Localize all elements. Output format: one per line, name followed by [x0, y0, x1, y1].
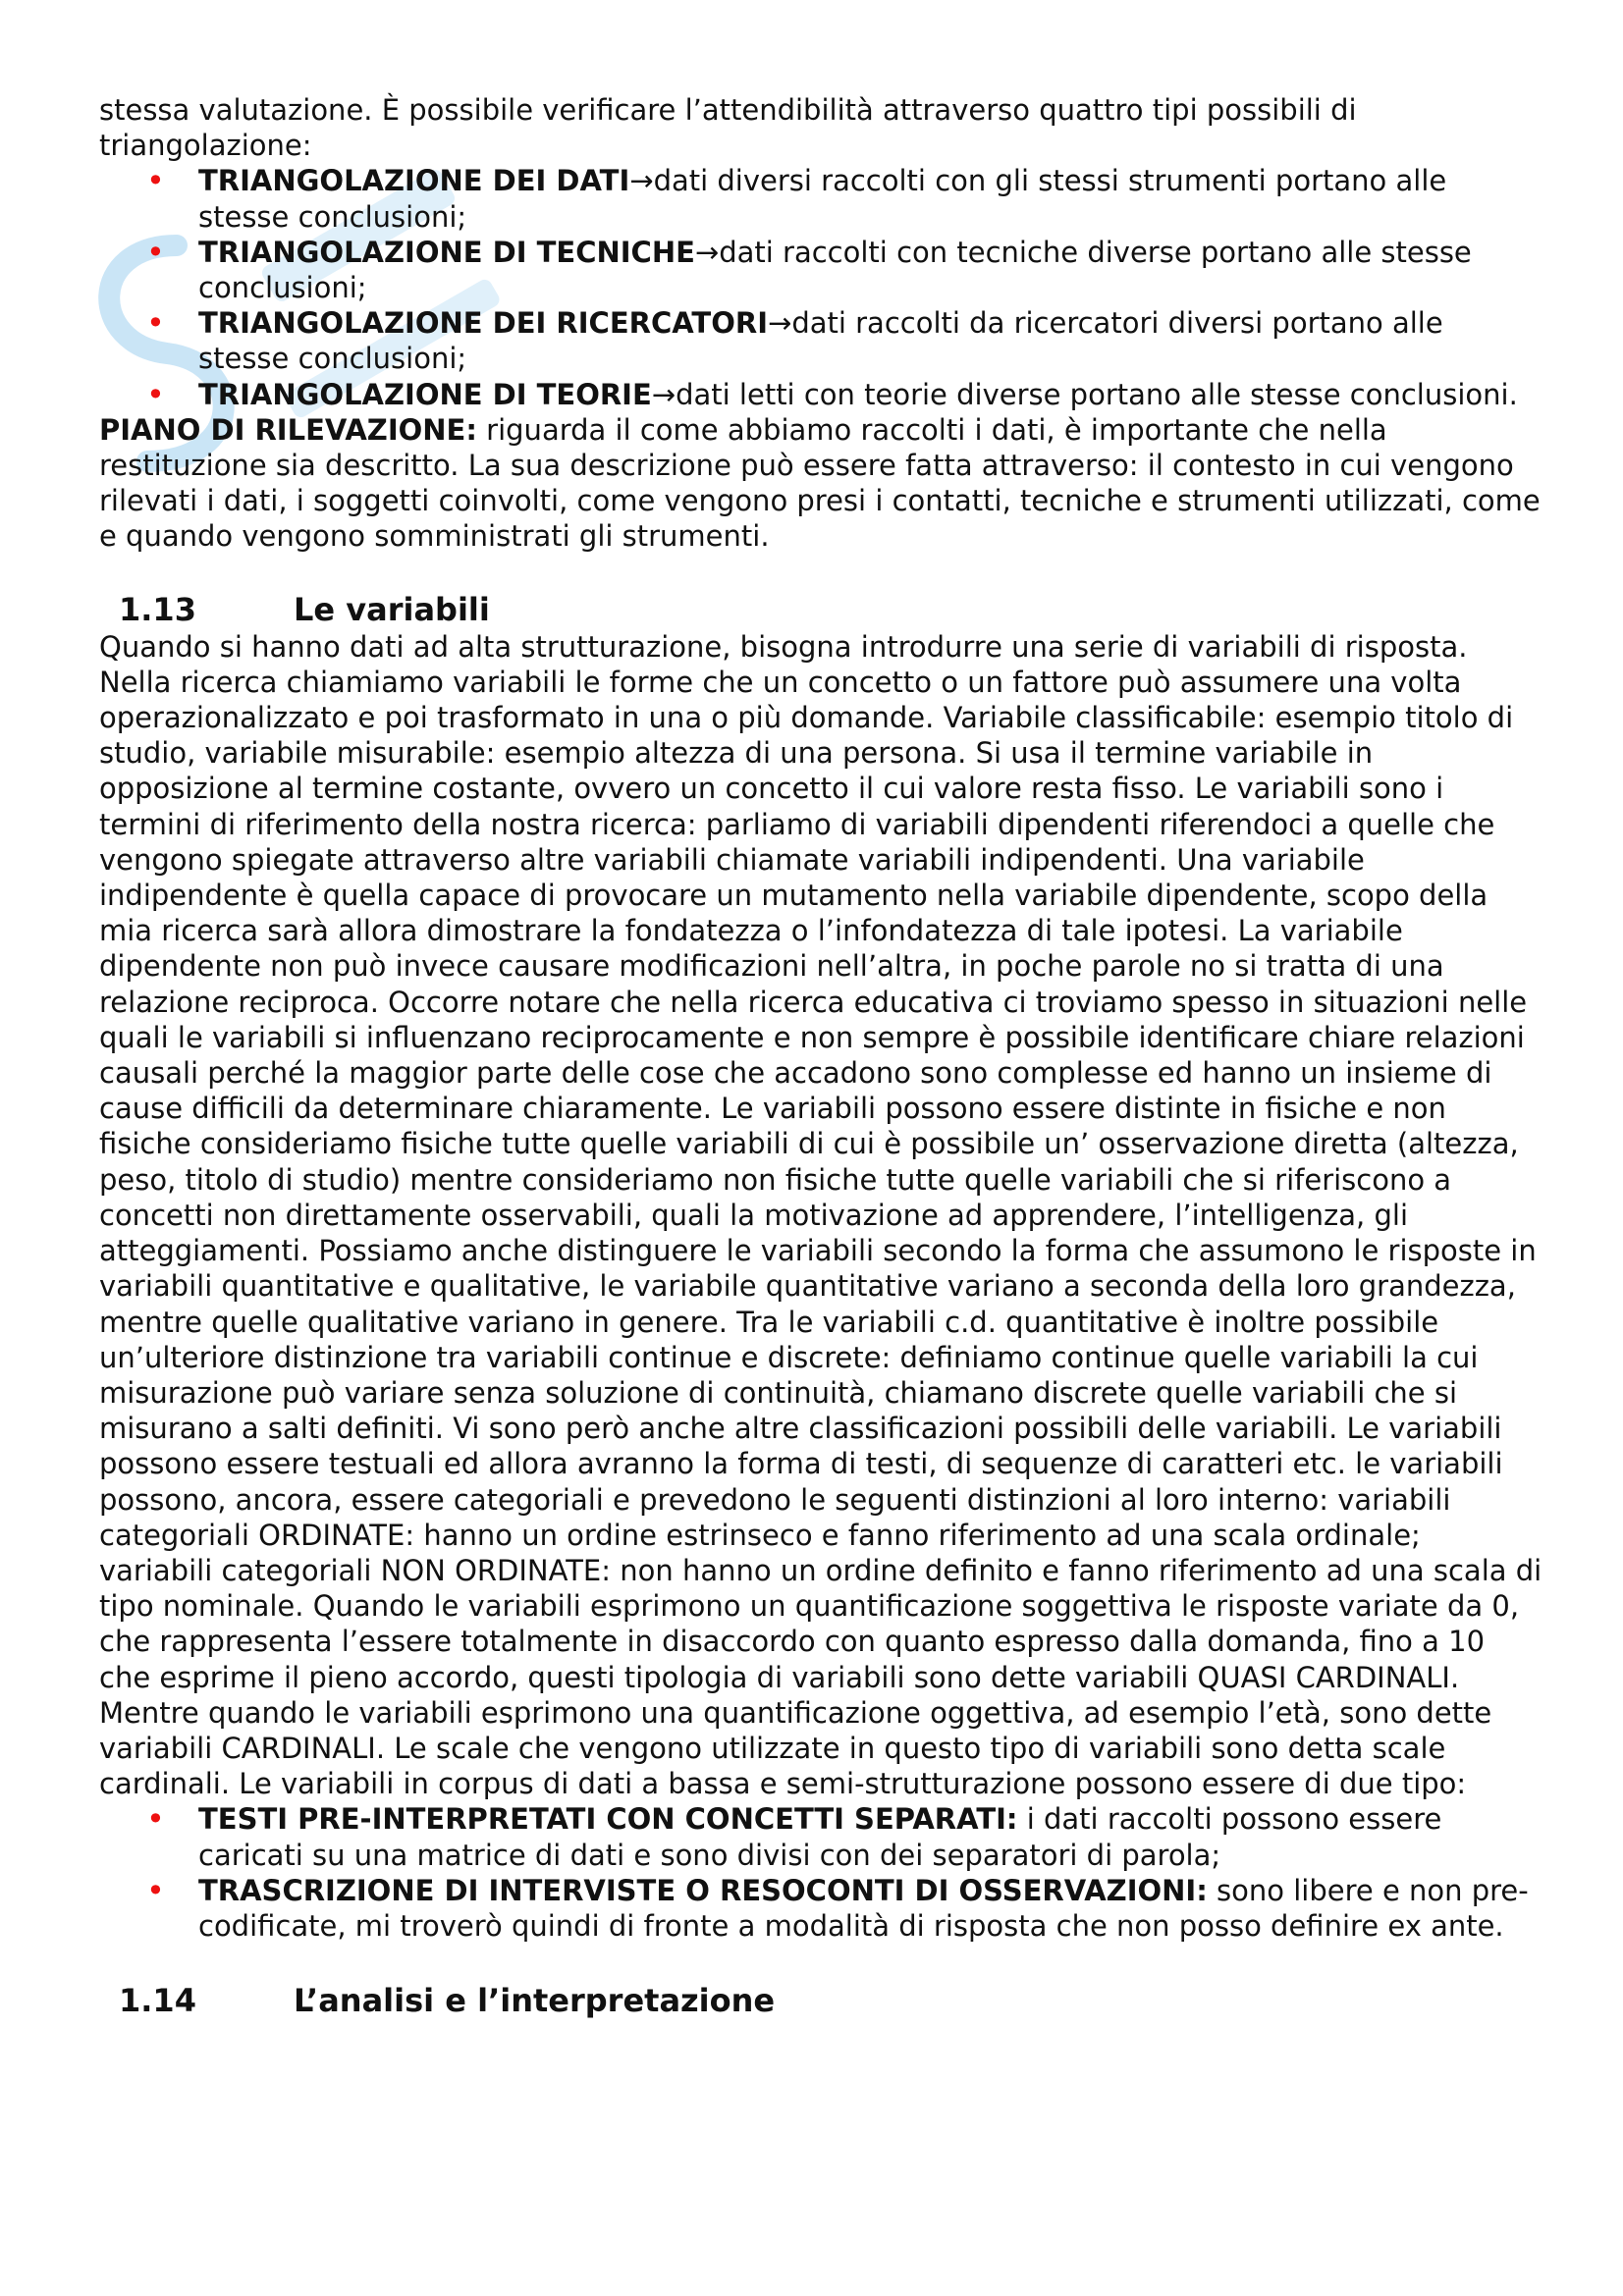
list-item-term: TESTI PRE-INTERPRETATI CON CONCETTI SEPARATI: [198, 1802, 1018, 1837]
bullet-icon: • [146, 375, 165, 413]
bullet-icon: • [146, 1871, 165, 1909]
list-item [146, 375, 1542, 413]
section-title: Le variabili [294, 590, 490, 628]
section-heading-1-14 [99, 1981, 1542, 2020]
arrow-icon: → [651, 377, 676, 411]
list-item-term: TRASCRIZIONE DI INTERVISTE O RESOCONTI DI OSSERVAZIONI: [198, 1873, 1208, 1907]
corpus-list [99, 1801, 1542, 1944]
list-item [146, 304, 1542, 376]
bullet-icon: • [146, 1800, 165, 1839]
triangolazione-list [99, 163, 1542, 411]
list-item-text: dati diversi raccolti con gli stessi strumenti portano alle stesse conclusioni; [198, 164, 1447, 234]
piano-term: PIANO DI RILEVAZIONE: [99, 412, 477, 447]
list-item-term: TRIANGOLAZIONE DEI RICERCATORI [198, 306, 768, 341]
list-item-text: dati raccolti da ricercatori diversi portano alle stesse conclusioni; [198, 306, 1443, 376]
list-item [146, 162, 1542, 234]
piano-paragraph [99, 412, 1542, 555]
bullet-icon: • [146, 233, 165, 271]
variabili-paragraph: Quando si hanno dati ad alta strutturazione, bisogna introdurre una serie di variabili di risposta. Nella ricerca chiamiamo variabili le forme che un concetto o un fattore può assumere una volta operazionalizzato e poi trasformato in una o più domande. Variabile classificabile: esempio titolo di studio, variabile misurabile: esempio altezza di una persona. Si usa il termine variabile in opposizione al termine costante, ovvero un concetto il cui valore resta fisso. Le variabili sono i termini di riferimento della nostra ricerca: parliamo di variabili dipendenti riferendoci a quelle che vengono spiegate attraverso altre variabili chiamate variabili indipendenti. Una variabile indipendente è quella capace di provocare un mutamento nella variabile dipendente, scopo della mia ricerca sarà allora dimostrare la fondatezza o l’infondatezza di tale ipotesi. La variabile dipendente non può invece causare modificazioni nell’altra, in poche parole no si tratta di una relazione reciproca. Occorre notare che nella ricerca educativa ci troviamo spesso in situazioni nelle quali le variabili si influenzano reciprocamente e non sempre è possibile identificare chiare relazioni causali perché la maggior parte delle cose che accadono sono complesse ed hanno un insieme di cause difficili da determinare chiaramente. Le variabili possono essere distinte in fisiche e non fisiche consideriamo fisiche tutte quelle variabili di cui è possibile un’ osservazione diretta (altezza, peso, titolo di studio) mentre consideriamo non fisiche tutte quelle variabili che si riferiscono a concetti non direttamente osservabili, quali la motivazione ad apprendere, l’intelligenza, gli atteggiamenti. Possiamo anche distinguere le variabili secondo la forma che assumono le risposte in variabili quantitative e qualitative, le variabile quantitative variano a seconda della loro grandezza, mentre quelle qualitative variano in genere. Tra le variabili c.d. quantitative è inoltre possibile un’ulteriore distinzione tra variabili continue e discrete: definiamo continue quelle variabili la cui misurazione può variare senza soluzione di continuità, chiamano discrete quelle variabili che si misurano a salti definiti. Vi sono però anche altre classificazioni possibili delle variabili. Le variabili possono essere testuali ed allora avranno la forma di testi, di sequenze di caratteri etc. le variabili possono, ancora, essere categoriali e prevedono le seguenti distinzioni al loro interno: variabili categoriali ORDINATE: hanno un ordine estrinseco e fanno riferimento ad una scala ordinale; variabili categoriali NON ORDINATE: non hanno un ordine definito e fanno riferimento ad una scala di tipo nominale. Quando le variabili esprimono un quantificazione soggettiva le risposte variate da 0, che rappresenta l’essere totalmente in disaccordo con quanto espresso dalla domanda, fino a 10 che esprime il pieno accordo, questi tipologia di variabili sono dette variabili QUASI CARDINALI. Mentre quando le variabili esprimono una quantificazione oggettiva, ad esempio l’età, sono dette variabili CARDINALI. Le scale che vengono utilizzate in questo tipo di variabili sono detta scale cardinali. Le variabili in corpus di dati a bassa e semi-strutturazione possono essere di due tipo: [99, 629, 1542, 1801]
arrow-icon: → [694, 235, 720, 269]
section-title: L’analisi e l’interpretazione [294, 1982, 776, 2020]
list-item [146, 233, 1542, 305]
section-heading-1-13 [99, 590, 1542, 629]
list-item [146, 1871, 1542, 1944]
bullet-icon: • [146, 162, 165, 200]
list-item-text: sono libere e non pre-codificate, mi troverò quindi di fronte a modalità di risposta che non posso definire ex ante. [198, 1873, 1529, 1943]
arrow-icon: → [768, 306, 792, 341]
section-number: 1.14 [119, 1982, 196, 2020]
list-item-text: i dati raccolti possono essere caricati su una matrice di dati e sono divisi con dei separatori di parola; [198, 1802, 1442, 1872]
arrow-icon: → [629, 164, 654, 198]
list-item-text: dati letti con teorie diverse portano alle stesse conclusioni. [676, 377, 1518, 411]
document-page [99, 92, 1542, 2020]
section-number: 1.13 [119, 590, 196, 628]
intro-paragraph: stessa valutazione. È possibile verificare l’attendibilità attraverso quattro tipi possibili di triangolazione: [99, 93, 1357, 163]
list-item [146, 1800, 1542, 1872]
list-item-term: TRIANGOLAZIONE DI TECNICHE [198, 235, 695, 269]
list-item-term: TRIANGOLAZIONE DEI DATI [198, 164, 630, 198]
bullet-icon: • [146, 304, 165, 343]
piano-text: riguarda il come abbiamo raccolti i dati, è importante che nella restituzione sia descritto. La sua descrizione può essere fatta attraverso: il contesto in cui vengono rilevati i dati, i soggetti coinvolti, come vengono presi i contatti, tecniche e strumenti utilizzati, come e quando vengono somministrati gli strumenti. [99, 412, 1541, 554]
list-item-term: TRIANGOLAZIONE DI TEORIE [198, 377, 652, 411]
list-item-text: dati raccolti con tecniche diverse portano alle stesse conclusioni; [198, 235, 1472, 305]
